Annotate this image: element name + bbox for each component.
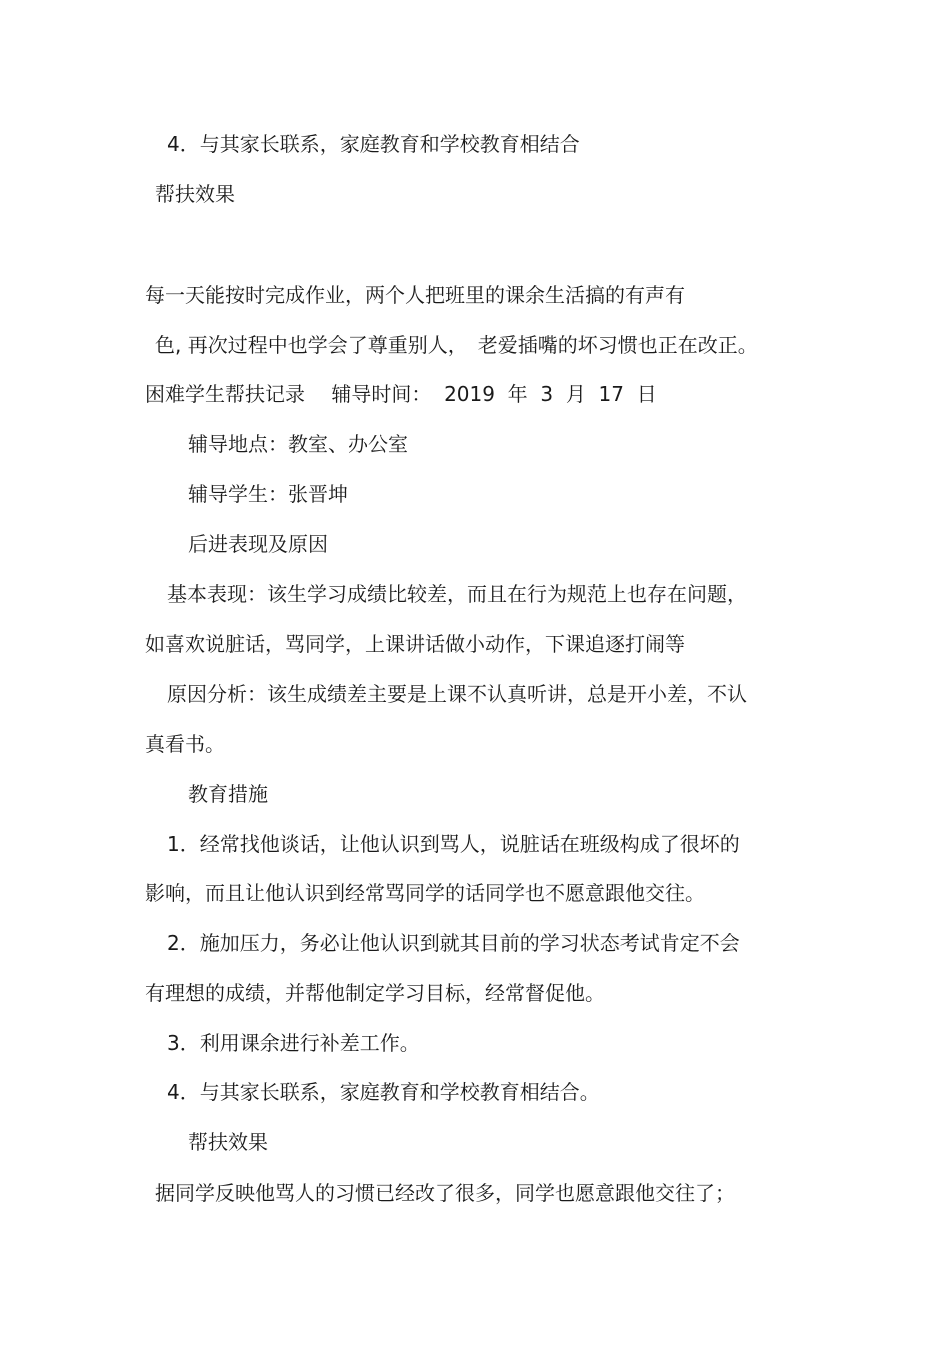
- section-heading-performance: 后进表现及原因: [188, 532, 328, 556]
- measure-2-line-2: 有理想的成绩，并帮他制定学习目标，经常督促他。: [145, 981, 605, 1005]
- section-heading-effect: 帮扶效果: [155, 182, 235, 206]
- tutoring-location: 辅导地点：教室、办公室: [188, 432, 408, 456]
- measure-1-line-1: 1．经常找他谈话，让他认识到骂人，说脏话在班级构成了很坏的: [167, 832, 740, 856]
- effect-paragraph-line-2: 色, 再次过程中也学会了尊重别人， 老爱插嘴的坏习惯也正在改正。: [155, 333, 758, 357]
- basic-performance-line-2: 如喜欢说脏话，骂同学，上课讲话做小动作，下课追逐打闹等: [145, 632, 685, 656]
- effect-paragraph-line-1: 每一天能按时完成作业，两个人把班里的课余生活搞的有声有: [145, 283, 685, 307]
- measure-4: 4．与其家长联系，家庭教育和学校教育相结合。: [167, 1080, 600, 1104]
- record-title-and-time: 困难学生帮扶记录 辅导时间： 2019 年 3 月 17 日: [145, 382, 657, 406]
- cause-analysis-line-2: 真看书。: [145, 732, 225, 756]
- measure-4-contact-parents: 4．与其家长联系，家庭教育和学校教育相结合: [167, 132, 580, 156]
- effect-statement: 据同学反映他骂人的习惯已经改了很多，同学也愿意跟他交往了；: [155, 1181, 735, 1205]
- section-heading-measures: 教育措施: [188, 782, 268, 806]
- tutored-student: 辅导学生：张晋坤: [188, 482, 348, 506]
- cause-analysis-line-1: 原因分析：该生成绩差主要是上课不认真听讲，总是开小差，不认: [167, 682, 747, 706]
- basic-performance-line-1: 基本表现：该生学习成绩比较差，而且在行为规范上也存在问题，: [167, 582, 747, 606]
- section-heading-effect-2: 帮扶效果: [188, 1130, 268, 1154]
- measure-1-line-2: 影响，而且让他认识到经常骂同学的话同学也不愿意跟他交往。: [145, 881, 705, 905]
- measure-2-line-1: 2．施加压力，务必让他认识到就其目前的学习状态考试肯定不会: [167, 931, 740, 955]
- measure-3: 3．利用课余进行补差工作。: [167, 1031, 420, 1055]
